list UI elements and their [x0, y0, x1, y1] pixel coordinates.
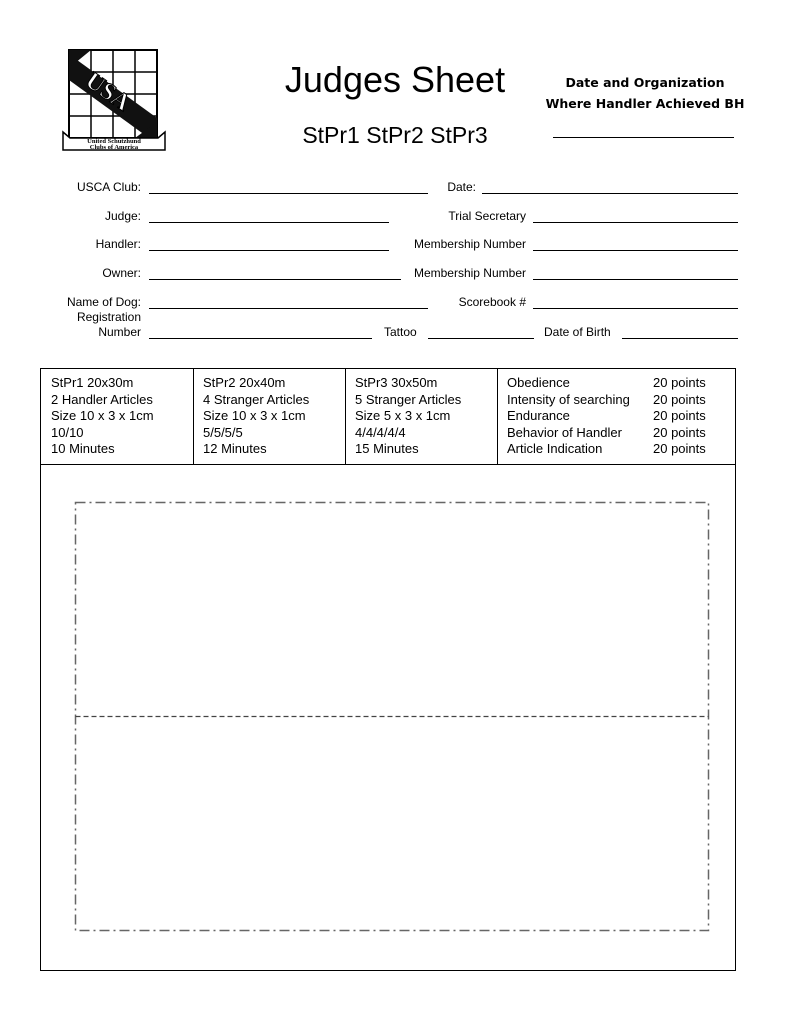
diagram-area[interactable] — [70, 498, 715, 936]
scoring-points: 20 points — [653, 391, 706, 407]
dog-name-field[interactable] — [149, 308, 428, 309]
registration-number-label: Number — [98, 325, 141, 339]
trial-secretary-field[interactable] — [533, 222, 738, 223]
page-subtitle: StPr1 StPr2 StPr3 — [302, 122, 488, 148]
stpr3-articles: 5 Stranger Articles — [355, 391, 462, 407]
stpr3-size: Size 5 x 3 x 1cm — [355, 408, 451, 423]
scoring-name: Endurance — [507, 408, 570, 423]
stpr1-points: 10/10 — [51, 424, 84, 440]
judge-label: Judge: — [104, 209, 141, 223]
scoring-name: Intensity of searching — [507, 391, 630, 407]
trial-secretary-label: Trial Secretary — [448, 209, 526, 223]
page-title: Judges Sheet — [284, 59, 506, 100]
membership-number-label: Membership Number — [413, 237, 526, 251]
dob-field[interactable] — [622, 338, 738, 339]
stpr3-column — [355, 375, 461, 458]
scoring-points: 20 points — [653, 375, 706, 390]
stpr2-column — [203, 375, 309, 458]
handler-membership-field[interactable] — [533, 250, 738, 251]
dob-label: Date of Birth — [544, 325, 611, 339]
stpr2-time: 12 Minutes — [203, 441, 267, 456]
registration-label: Registration — [76, 310, 141, 324]
column-divider — [345, 369, 346, 464]
judge-field[interactable] — [149, 222, 389, 223]
handler-field[interactable] — [149, 250, 389, 251]
usca-club-label: USCA Club: — [76, 180, 141, 194]
scoring-points: 20 points — [653, 441, 706, 456]
owner-label: Owner: — [102, 266, 141, 280]
scoring-row — [507, 408, 706, 425]
header-divider — [40, 464, 736, 465]
owner-field[interactable] — [149, 279, 401, 280]
bh-note-line2: Where Handler Achieved BH — [545, 96, 745, 111]
tattoo-field[interactable] — [428, 338, 534, 339]
scoring-name: Article Indication — [507, 441, 603, 456]
logo-caption-line1: United Schutzhund — [87, 138, 141, 145]
stpr2-points: 5/5/5/5 — [203, 424, 243, 440]
logo-caption-line2: Clubs of America — [89, 144, 139, 151]
column-divider — [497, 369, 498, 464]
handler-label: Handler: — [95, 237, 141, 251]
stpr2-size: Size 10 x 3 x 1cm — [203, 408, 306, 423]
scoring-row — [507, 441, 706, 458]
stpr3-time: 15 Minutes — [355, 441, 419, 456]
stpr1-column — [51, 375, 154, 458]
dog-name-label: Name of Dog: — [66, 295, 141, 309]
scoring-row — [507, 375, 706, 392]
owner-membership-field[interactable] — [533, 279, 738, 280]
stpr1-time: 10 Minutes — [51, 441, 115, 456]
stpr2-title: StPr2 20x40m — [203, 375, 286, 390]
scoring-name: Obedience — [507, 375, 570, 390]
scoring-points: 20 points — [653, 424, 706, 440]
stpr2-articles: 4 Stranger Articles — [203, 391, 310, 407]
logo-letters: USA — [80, 67, 135, 117]
stpr3-title: StPr3 30x50m — [355, 375, 438, 390]
scoring-row — [507, 392, 706, 409]
usca-logo — [60, 46, 168, 156]
date-label: Date: — [447, 180, 476, 194]
stpr1-size: Size 10 x 3 x 1cm — [51, 408, 154, 423]
scorebook-label: Scorebook # — [458, 295, 526, 309]
tattoo-label: Tattoo — [384, 325, 417, 339]
bh-note — [540, 72, 750, 114]
stpr1-title: StPr1 20x30m — [51, 375, 134, 390]
bh-note-line1: Date and Organization — [565, 75, 725, 90]
scoring-row — [507, 425, 706, 442]
registration-number-field[interactable] — [149, 338, 372, 339]
date-field[interactable] — [482, 193, 738, 194]
scoring-points: 20 points — [653, 408, 706, 423]
column-divider — [193, 369, 194, 464]
scoring-name: Behavior of Handler — [507, 424, 622, 440]
stpr1-articles: 2 Handler Articles — [51, 391, 153, 407]
stpr3-points: 4/4/4/4/4 — [355, 424, 406, 440]
owner-membership-label: Membership Number — [413, 266, 526, 280]
bh-date-field[interactable] — [553, 137, 734, 138]
scoring-column — [507, 375, 706, 458]
scorebook-field[interactable] — [533, 308, 738, 309]
